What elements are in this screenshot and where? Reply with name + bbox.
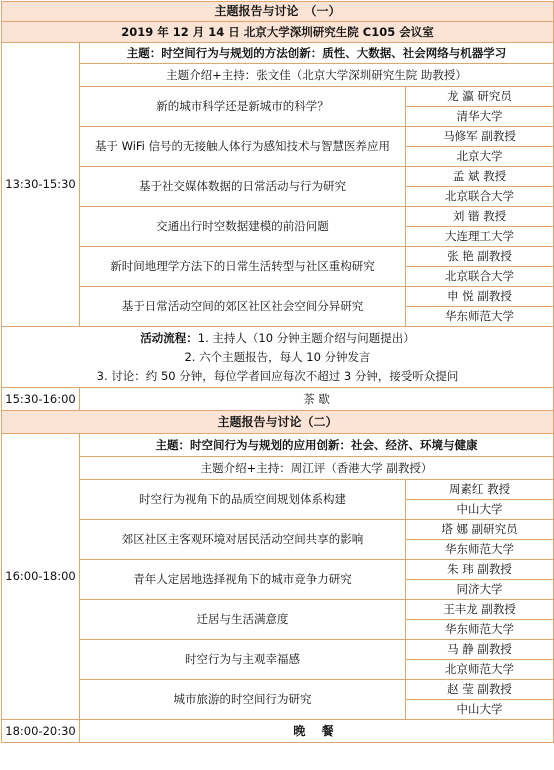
speaker-cell (406, 560, 554, 600)
session2-time: 16:00-18:00 (2, 434, 80, 720)
talk-title: 基于日常活动空间的郊区社区社会空间分异研究 (80, 287, 406, 327)
speaker-name: 龙 瀛 研究员 (406, 87, 553, 107)
speaker-cell (406, 127, 554, 167)
table-row (2, 680, 554, 720)
speaker-cell (406, 167, 554, 207)
speaker-name: 周素红 教授 (406, 480, 553, 500)
speaker-name: 张 艳 副教授 (406, 247, 553, 267)
speaker-cell (406, 87, 554, 127)
session1-theme: 主题：时空间行为与规划的方法创新：质性、大数据、社会网络与机器学习 (80, 43, 554, 64)
session1-time: 13:30-15:30 (2, 43, 80, 327)
speaker-name: 赵 莹 副教授 (406, 680, 553, 700)
session2-theme: 主题：时空间行为与规划的应用创新：社会、经济、环境与健康 (80, 434, 554, 457)
session1-host: 主题介绍+主持：张文佳（北京大学深圳研究生院 助教授） (80, 64, 554, 87)
session2-title: 主题报告与讨论（二） (2, 411, 554, 434)
speaker-affiliation: 清华大学 (456, 109, 503, 123)
table-row (2, 167, 554, 207)
table-row (2, 247, 554, 287)
venue-line: 2019 年 12 月 14 日 北京大学深圳研究生院 C105 会议室 (2, 22, 554, 43)
talk-title: 迁居与生活满意度 (80, 600, 406, 640)
speaker-affiliation: 大连理工大学 (445, 229, 515, 243)
speaker-name: 孟 斌 教授 (406, 167, 553, 187)
break-time: 15:30-16:00 (2, 388, 80, 411)
break-label: 茶 歇 (80, 388, 554, 411)
speaker-name: 刘 锴 教授 (406, 207, 553, 227)
speaker-cell (406, 287, 554, 327)
table-row (2, 207, 554, 247)
speaker-name: 申 悦 副教授 (406, 287, 553, 307)
talk-title: 城市旅游的时空间行为研究 (80, 680, 406, 720)
speaker-affiliation: 华东师范大学 (445, 542, 515, 556)
speaker-affiliation: 中山大学 (456, 502, 503, 516)
speaker-cell (406, 680, 554, 720)
speaker-affiliation: 华东师范大学 (445, 622, 515, 636)
flow-line-1 (2, 329, 553, 348)
table-row (2, 560, 554, 600)
speaker-name: 马修军 副教授 (406, 127, 553, 147)
flow-item-2: 2. 六个主题报告，每人 10 分钟发言 (184, 349, 371, 364)
table-row (2, 600, 554, 640)
table-row (2, 640, 554, 680)
speaker-name: 塔 娜 副研究员 (406, 520, 553, 540)
activity-flow (2, 327, 554, 388)
speaker-affiliation: 中山大学 (456, 702, 503, 716)
speaker-cell (406, 207, 554, 247)
speaker-affiliation: 华东师范大学 (445, 309, 515, 323)
speaker-name: 朱 玮 副教授 (406, 560, 553, 580)
talk-title: 基于社交媒体数据的日常活动与行为研究 (80, 167, 406, 207)
speaker-cell (406, 247, 554, 287)
schedule-page (1, 1, 553, 768)
talk-title: 基于 WiFi 信号的无接触人体行为感知技术与智慧医养应用 (80, 127, 406, 167)
table-row (2, 87, 554, 127)
speaker-affiliation: 北京师范大学 (445, 662, 515, 676)
talk-title: 青年人定居地选择视角下的城市竞争力研究 (80, 560, 406, 600)
dinner-time: 18:00-20:30 (2, 720, 80, 743)
flow-item-1: 1. 主持人（10 分钟主题介绍与问题提出） (197, 330, 415, 345)
schedule-table (1, 1, 554, 743)
talk-title: 时空行为与主观幸福感 (80, 640, 406, 680)
talk-title: 交通出行时空数据建模的前沿问题 (80, 207, 406, 247)
talk-title: 新时间地理学方法下的日常生活转型与社区重构研究 (80, 247, 406, 287)
speaker-cell (406, 640, 554, 680)
talk-title: 郊区社区主客观环境对居民活动空间共享的影响 (80, 520, 406, 560)
flow-item-3: 3. 讨论：约 50 分钟，每位学者回应每次不超过 3 分钟，接受听众提问 (96, 368, 459, 383)
speaker-cell (406, 600, 554, 640)
table-row (2, 287, 554, 327)
talk-title: 时空行为视角下的品质空间规划体系构建 (80, 480, 406, 520)
speaker-name: 马 静 副教授 (406, 640, 553, 660)
table-row (2, 127, 554, 167)
speaker-affiliation: 北京大学 (456, 149, 503, 163)
speaker-affiliation: 同济大学 (456, 582, 503, 596)
speaker-name: 王丰龙 副教授 (406, 600, 553, 620)
speaker-cell (406, 520, 554, 560)
talk-title: 新的城市科学还是新城市的科学？ (80, 87, 406, 127)
speaker-cell (406, 480, 554, 520)
session1-title: 主题报告与讨论 （一） (2, 2, 554, 22)
dinner-label: 晚 餐 (80, 720, 554, 743)
speaker-affiliation: 北京联合大学 (445, 269, 515, 283)
flow-label: 活动流程： (140, 330, 198, 345)
session2-host: 主题介绍+主持：周江评（香港大学 副教授） (80, 457, 554, 480)
table-row (2, 520, 554, 560)
speaker-affiliation: 北京联合大学 (445, 189, 515, 203)
table-row (2, 480, 554, 520)
